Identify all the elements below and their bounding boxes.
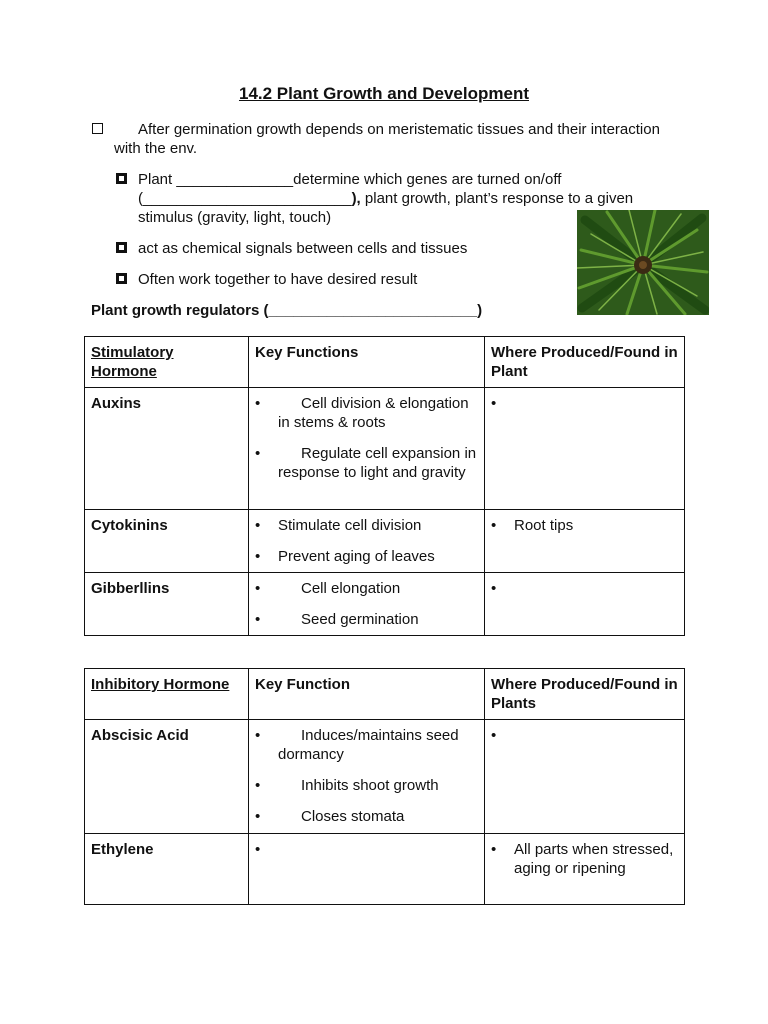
table-row [85,510,685,573]
table-row [85,573,685,636]
hormone-functions [249,573,485,636]
filled-square-bullet-icon [116,273,127,284]
list-item: • Closes stomata [255,808,405,825]
hormone-location [485,720,685,834]
bullet-3-text: Often work together to have desired result [138,271,418,288]
list-item: • Seed germination [255,611,419,628]
hormone-location [485,388,685,510]
filled-square-bullet-icon [116,173,127,184]
hormone-name: Abscisic Acid [85,720,249,834]
list-item: • [491,580,497,597]
hormone-functions [249,720,485,834]
list-item: • Cell division & elongation in stems & roots [255,395,469,431]
list-item: • Root tips [491,517,574,534]
hormone-location [485,573,685,636]
table-row [85,834,685,905]
bullet-1-line-1: Plant ______________determine which genes are turned on/off [138,171,562,188]
list-item: • Prevent aging of leaves [255,548,435,565]
table-header-row [85,669,685,720]
table-header-row [85,337,685,388]
list-item: • [491,727,497,744]
hollow-square-bullet-icon [92,123,103,134]
fern-photo [577,210,709,315]
list-item: • Stimulate cell division [255,517,422,534]
list-item: • Cell elongation [255,580,401,597]
page-title: 14.2 Plant Growth and Development [238,84,529,103]
hormone-name: Auxins [85,388,249,510]
hormone-functions [249,510,485,573]
header-key-functions: Key Functions [249,337,485,388]
list-item: • Inhibits shoot growth [255,777,439,794]
header-where-produced: Where Produced/Found in Plants [485,669,685,720]
hormone-location [485,510,685,573]
bullet-2-text: act as chemical signals between cells and tissues [138,240,468,257]
hormone-name: Ethylene [85,834,249,905]
header-stimulatory-hormone: Stimulatory Hormone [85,337,249,388]
intro-line-1: After germination growth depends on meristematic tissues and their interaction [138,121,660,138]
list-item: • All parts when stressed, aging or ripening [491,841,674,877]
list-item: • Induces/maintains seed dormancy [255,727,459,763]
hormone-name: Gibberllins [85,573,249,636]
list-item: • [255,841,261,858]
bullet-1-line-2: (_________________________), plant growth, plant’s response to a given [138,190,634,207]
hormone-functions [249,388,485,510]
intro-line-2: with the env. [114,140,198,157]
inhibitory-hormone-table [84,668,685,905]
table-row [85,720,685,834]
hormone-functions [249,834,485,905]
list-item: • Regulate cell expansion in response to light and gravity [255,445,477,481]
hormone-name: Cytokinins [85,510,249,573]
plant-growth-regulators-label: Plant growth regulators (_________________________) [91,302,483,319]
header-where-produced: Where Produced/Found in Plant [485,337,685,388]
hormone-location [485,834,685,905]
table-row [85,388,685,510]
header-key-function: Key Function [249,669,485,720]
header-inhibitory-hormone: Inhibitory Hormone [85,669,249,720]
stimulatory-hormone-table [84,336,685,636]
list-item: • [491,395,497,412]
bullet-1-line-3: stimulus (gravity, light, touch) [138,209,332,226]
filled-square-bullet-icon [116,242,127,253]
